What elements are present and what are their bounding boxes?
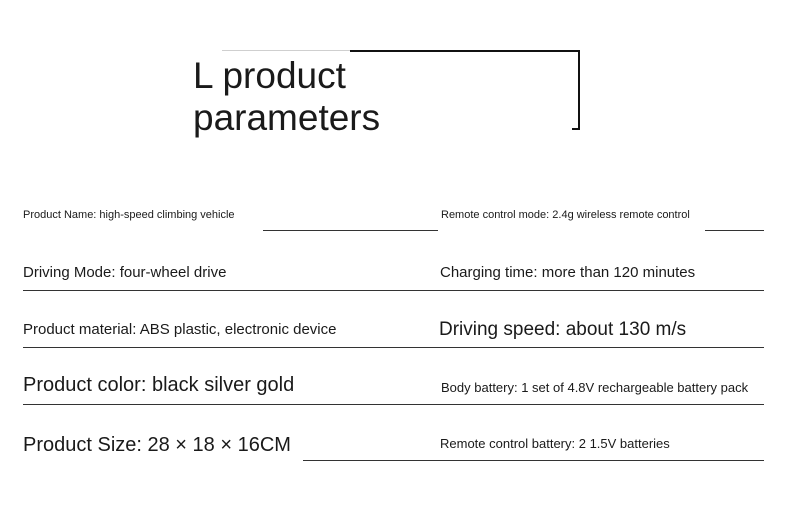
spec-driving-speed xyxy=(439,319,686,341)
row-divider-1-right xyxy=(705,230,764,231)
spec-product-name-text: Product Name: high-speed climbing vehicle xyxy=(23,209,235,221)
row-divider-2-right xyxy=(436,290,764,291)
spec-charging-time-text: Charging time: more than 120 minutes xyxy=(440,264,696,281)
spec-product-material-text: Product material: ABS plastic, electronic device xyxy=(23,321,337,338)
spec-remote-control-mode xyxy=(441,209,690,221)
title-frame-hook xyxy=(572,128,580,130)
spec-product-color xyxy=(23,374,294,397)
spec-product-size xyxy=(23,434,291,457)
row-divider-3-right xyxy=(436,347,764,348)
spec-driving-mode-text: Driving Mode: four-wheel drive xyxy=(23,264,227,281)
spec-product-size-text: Product Size: 28 × 18 × 16CM xyxy=(23,434,291,456)
page-title xyxy=(193,55,433,139)
spec-charging-time xyxy=(440,264,695,281)
title-frame-top-faint xyxy=(222,50,350,51)
page-title-line-1: L product xyxy=(193,55,346,96)
row-divider-3-left xyxy=(23,347,436,348)
title-frame-top xyxy=(350,50,580,52)
spec-remote-control-battery xyxy=(440,436,670,451)
row-divider-4-right xyxy=(436,404,764,405)
title-frame-right xyxy=(578,50,580,130)
row-divider-1-left xyxy=(263,230,438,231)
row-divider-2-left xyxy=(23,290,436,291)
spec-remote-control-mode-text: Remote control mode: 2.4g wireless remote control xyxy=(441,209,690,221)
spec-product-material xyxy=(23,321,336,338)
spec-product-color-text: Product color: black silver gold xyxy=(23,374,295,396)
spec-remote-control-battery-text: Remote control battery: 2 1.5V batteries xyxy=(440,436,670,451)
spec-body-battery xyxy=(441,380,748,395)
page-title-line-2: parameters xyxy=(193,97,381,138)
spec-body-battery-text: Body battery: 1 set of 4.8V rechargeable battery pack xyxy=(441,380,749,395)
row-divider-5-right xyxy=(436,460,764,461)
spec-driving-speed-text: Driving speed: about 130 m/s xyxy=(439,319,687,340)
row-divider-4-left xyxy=(23,404,436,405)
spec-driving-mode xyxy=(23,264,226,281)
spec-product-name xyxy=(23,209,235,221)
row-divider-5-left xyxy=(303,460,436,461)
